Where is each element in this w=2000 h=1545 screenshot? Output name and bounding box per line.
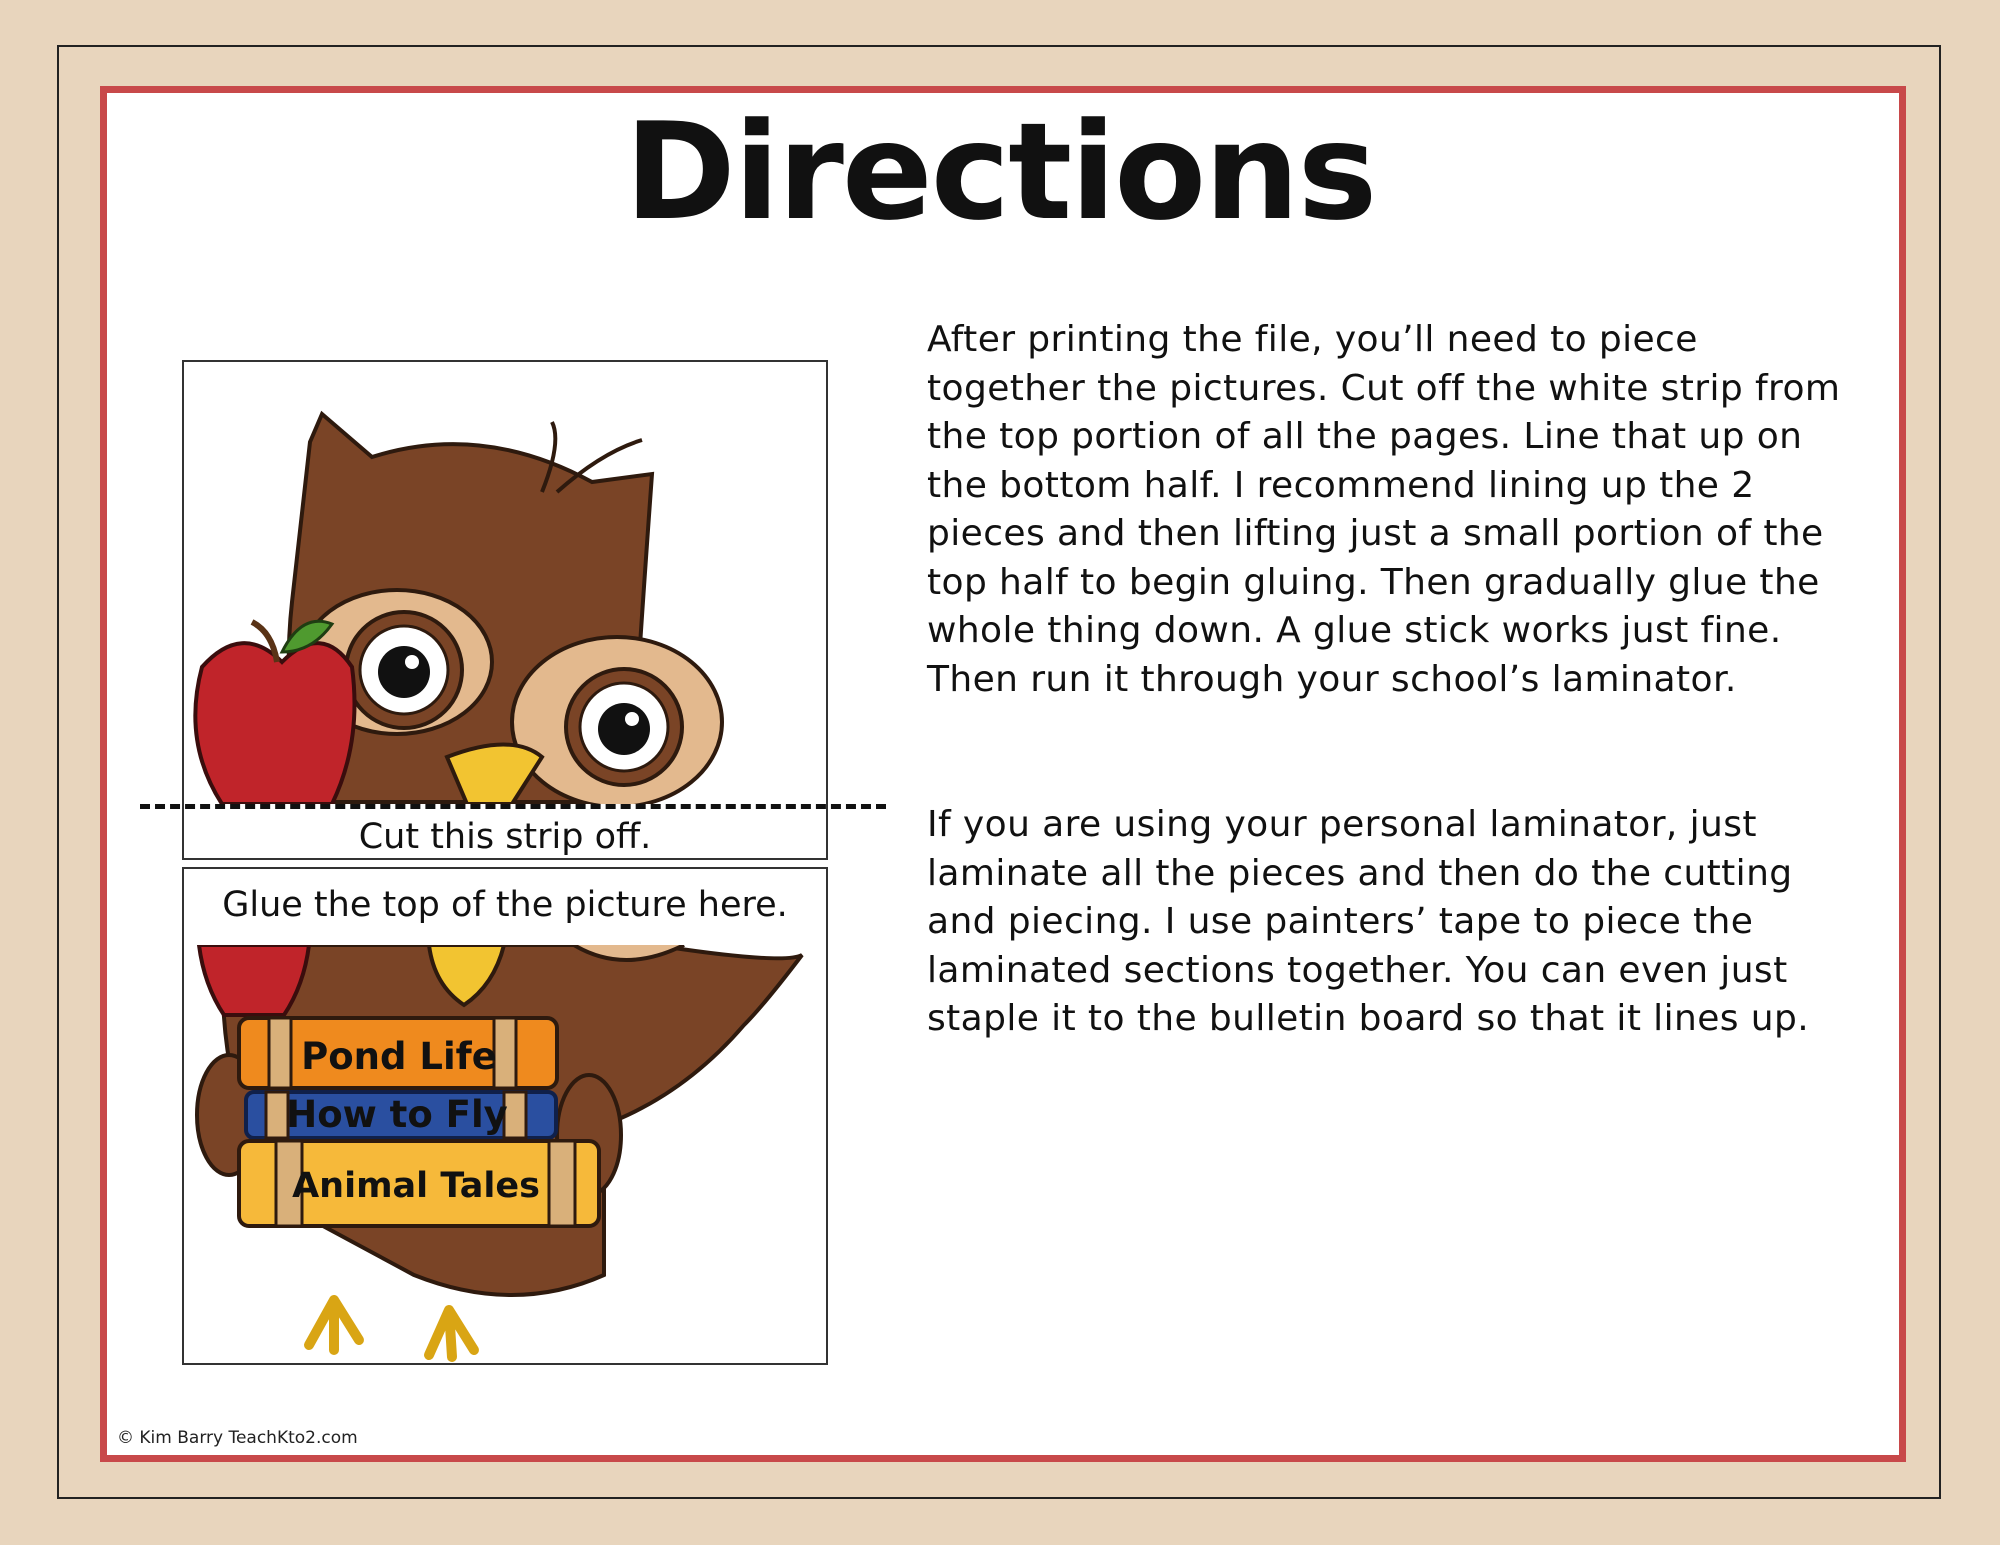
book-stack-icon bbox=[239, 1018, 599, 1226]
owl-bottom-illustration bbox=[184, 945, 826, 1363]
owl-top-illustration bbox=[182, 362, 828, 804]
glue-here-label: Glue the top of the picture here. bbox=[222, 885, 788, 925]
directions-paragraph-2: If you are using your personal laminator, just laminate all the pieces and then do the cutting and piecing. I use painters’ tape to piece the laminated sections together. You can even just staple it to the bulletin board so that it lines up. bbox=[927, 804, 1810, 1039]
copyright-notice: © Kim Barry TeachKto2.com bbox=[117, 1428, 358, 1448]
book-label-pond-life: Pond Life bbox=[301, 1035, 497, 1078]
dashed-cut-line bbox=[140, 804, 886, 809]
book-label-how-to-fly: How to Fly bbox=[286, 1093, 508, 1136]
directions-paragraph-1: After printing the file, you’ll need to piece together the pictures. Cut off the white strip from the top portion of all the pages. Line that up on the bottom half. I recommend lining up the 2 pieces and then lifting just a small portion of the top half to begin gluing. Then gradually glue the whole thing down. A glue stick works just fine. Then run it through your school’s laminator. bbox=[927, 319, 1841, 700]
book-label-animal-tales: Animal Tales bbox=[292, 1166, 540, 1206]
apple-icon bbox=[195, 621, 354, 804]
owl-icon bbox=[289, 414, 722, 804]
cut-strip-label: Cut this strip off. bbox=[358, 817, 652, 857]
page-title: Directions bbox=[624, 94, 1376, 250]
